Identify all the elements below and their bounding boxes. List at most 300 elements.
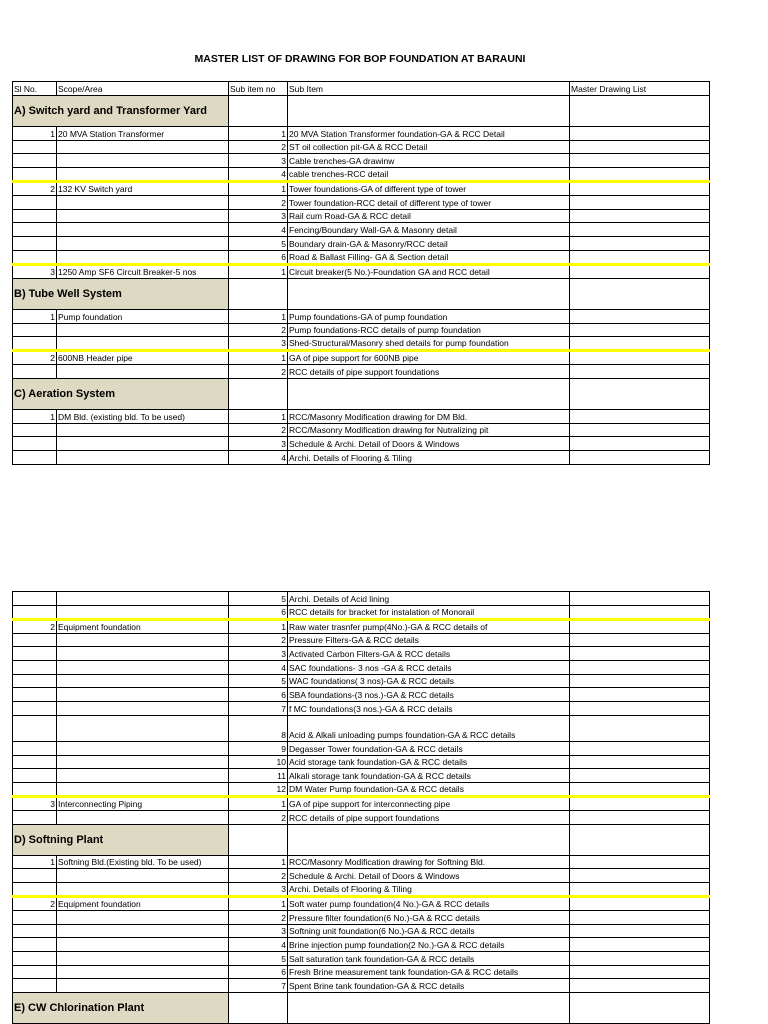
sub-item-no-cell: 6 — [229, 688, 288, 702]
sub-item-cell — [288, 993, 570, 1024]
section-row — [13, 278, 710, 309]
scope-area-cell — [57, 337, 229, 351]
sub-item-no-cell: 9 — [229, 741, 288, 755]
table-row — [13, 633, 710, 647]
master-drawing-cell — [570, 938, 710, 952]
sl-no-cell — [13, 140, 57, 154]
sub-item-cell: Activated Carbon Filters-GA & RCC details — [288, 647, 570, 661]
sub-item-no-cell: 5 — [229, 237, 288, 251]
table-row — [13, 910, 710, 924]
master-drawing-cell — [570, 365, 710, 379]
table-row — [13, 769, 710, 783]
scope-area-cell — [57, 223, 229, 237]
sl-no-cell — [13, 782, 57, 796]
sub-item-cell: SBA foundations-(3 nos.)-GA & RCC details — [288, 688, 570, 702]
table-row — [13, 351, 710, 365]
page-title: MASTER LIST OF DRAWING FOR BOP FOUNDATION AT BARAUNI — [194, 53, 526, 65]
sub-item-no-cell: 2 — [229, 633, 288, 647]
sub-item-cell: Alkali storage tank foundation-GA & RCC details — [288, 769, 570, 783]
sub-item-no-cell: 7 — [229, 702, 288, 716]
sl-no-cell — [13, 741, 57, 755]
sl-no-cell — [13, 910, 57, 924]
scope-area-cell: 600NB Header pipe — [57, 351, 229, 365]
section-title: D) Softning Plant — [13, 824, 229, 855]
master-drawing-cell — [570, 715, 710, 741]
master-drawing-cell — [570, 264, 710, 278]
scope-area-cell — [57, 715, 229, 741]
master-drawing-cell — [570, 993, 710, 1024]
scope-area-cell — [57, 168, 229, 182]
sub-item-cell: WAC foundations( 3 nos)-GA & RCC details — [288, 674, 570, 688]
scope-area-cell — [57, 661, 229, 675]
sl-no-cell — [13, 979, 57, 993]
sub-item-cell: Salt saturation tank foundation-GA & RCC details — [288, 952, 570, 966]
scope-area-cell — [57, 810, 229, 824]
master-drawing-cell — [570, 619, 710, 633]
sub-item-no-cell: 1 — [229, 619, 288, 633]
scope-area-cell: Softning Bld.(Existing bld. To be used) — [57, 855, 229, 869]
header-row — [13, 82, 710, 96]
table-row — [13, 196, 710, 210]
sub-item-no-cell: 8 — [229, 715, 288, 741]
scope-area-cell — [57, 209, 229, 223]
sub-item-cell: Shed-Structural/Masonry shed details for pump foundation — [288, 337, 570, 351]
sub-item-no-cell: 6 — [229, 250, 288, 264]
table-row — [13, 674, 710, 688]
sub-item-no-cell: 2 — [229, 910, 288, 924]
sub-item-no-cell: 4 — [229, 661, 288, 675]
master-drawing-cell — [570, 810, 710, 824]
sub-item-no-cell: 10 — [229, 755, 288, 769]
sub-item-no-cell: 2 — [229, 323, 288, 337]
sl-no-cell — [13, 592, 57, 606]
sub-item-cell — [288, 378, 570, 409]
scope-area-cell: Pump foundation — [57, 309, 229, 323]
sub-item-cell: Circuit breaker(5 No.)-Foundation GA and RCC detail — [288, 264, 570, 278]
table-row — [13, 882, 710, 896]
scope-area-cell — [57, 450, 229, 464]
scope-area-cell: 20 MVA Station Transformer — [57, 127, 229, 141]
sub-item-cell: Degasser Tower foundation-GA & RCC details — [288, 741, 570, 755]
table-row — [13, 869, 710, 883]
scope-area-cell — [57, 592, 229, 606]
sub-item-no-cell: 4 — [229, 450, 288, 464]
master-drawing-cell — [570, 423, 710, 437]
scope-area-cell — [57, 605, 229, 619]
sub-item-cell: Brine injection pump foundation(2 No.)-GA & RCC details — [288, 938, 570, 952]
sub-item-cell: Schedule & Archi. Detail of Doors & Windows — [288, 869, 570, 883]
sub-item-cell: Archi. Details of Flooring & Tiling — [288, 882, 570, 896]
table-row — [13, 409, 710, 423]
table-row — [13, 140, 710, 154]
sub-item-no-cell: 3 — [229, 647, 288, 661]
scope-area-cell — [57, 979, 229, 993]
sub-item-cell: 20 MVA Station Transformer foundation-GA & RCC Detail — [288, 127, 570, 141]
sl-no-cell: 2 — [13, 351, 57, 365]
sub-item-no-cell: 6 — [229, 605, 288, 619]
table-row — [13, 810, 710, 824]
sub-item-cell: Boundary drain-GA & Masonry/RCC detail — [288, 237, 570, 251]
scope-area-cell — [57, 237, 229, 251]
table-row — [13, 323, 710, 337]
sub-item-cell: Archi. Details of Acid lining — [288, 592, 570, 606]
sl-no-cell — [13, 450, 57, 464]
table-row — [13, 423, 710, 437]
sub-item-no-cell: 2 — [229, 869, 288, 883]
drawing-list-table-top — [12, 81, 710, 465]
table-row — [13, 938, 710, 952]
scope-area-cell — [57, 769, 229, 783]
table-row — [13, 337, 710, 351]
table-row — [13, 168, 710, 182]
sl-no-cell — [13, 965, 57, 979]
master-drawing-cell — [570, 337, 710, 351]
scope-area-cell — [57, 674, 229, 688]
sl-no-cell — [13, 196, 57, 210]
table-row — [13, 619, 710, 633]
sub-item-no-cell: 1 — [229, 351, 288, 365]
sub-item-no-cell: 1 — [229, 796, 288, 810]
sl-no-cell — [13, 952, 57, 966]
sub-item-no-cell: 1 — [229, 409, 288, 423]
sub-item-cell: Pump foundations-GA of pump foundation — [288, 309, 570, 323]
sl-no-cell — [13, 688, 57, 702]
master-drawing-cell — [570, 209, 710, 223]
master-drawing-cell — [570, 351, 710, 365]
table-row — [13, 896, 710, 910]
header-scope-area: Scope/Area — [57, 82, 229, 96]
master-drawing-cell — [570, 741, 710, 755]
table-row — [13, 365, 710, 379]
sub-item-cell: SAC foundations- 3 nos -GA & RCC details — [288, 661, 570, 675]
sub-item-cell: Road & Ballast Filling- GA & Section detail — [288, 250, 570, 264]
header-sl-no: Sl No. — [13, 82, 57, 96]
sub-item-no-cell: 3 — [229, 209, 288, 223]
sub-item-cell: Cable trenches-GA drawinw — [288, 154, 570, 168]
sub-item-no-cell: 1 — [229, 855, 288, 869]
sl-no-cell: 1 — [13, 309, 57, 323]
sub-item-cell: RCC details of pipe support foundations — [288, 365, 570, 379]
table-row — [13, 855, 710, 869]
sub-item-cell — [288, 824, 570, 855]
sub-item-no-cell: 3 — [229, 437, 288, 451]
master-drawing-cell — [570, 796, 710, 810]
sub-item-cell: RCC details of pipe support foundations — [288, 810, 570, 824]
sub-item-no-cell: 11 — [229, 769, 288, 783]
scope-area-cell — [57, 647, 229, 661]
scope-area-cell — [57, 365, 229, 379]
sub-item-cell: Softning unit foundation(6 No.)-GA & RCC details — [288, 924, 570, 938]
master-drawing-cell — [570, 965, 710, 979]
sl-no-cell — [13, 810, 57, 824]
table-row — [13, 647, 710, 661]
sl-no-cell: 3 — [13, 796, 57, 810]
master-drawing-cell — [570, 688, 710, 702]
sub-item-cell: RCC/Masonry Modification drawing for DM Bld. — [288, 409, 570, 423]
sub-item-cell: Tower foundation-RCC detail of different type of tower — [288, 196, 570, 210]
sl-no-cell — [13, 250, 57, 264]
master-drawing-cell — [570, 437, 710, 451]
master-drawing-cell — [570, 647, 710, 661]
table-row — [13, 209, 710, 223]
scope-area-cell — [57, 869, 229, 883]
scope-area-cell: 132 KV Switch yard — [57, 182, 229, 196]
sub-item-cell: Acid & Alkali unloading pumps foundation-GA & RCC details — [288, 715, 570, 741]
sl-no-cell — [13, 647, 57, 661]
table-row — [13, 796, 710, 810]
master-drawing-cell — [570, 882, 710, 896]
sub-item-cell: RCC/Masonry Modification drawing for Softning Bld. — [288, 855, 570, 869]
sub-item-cell: Schedule & Archi. Detail of Doors & Windows — [288, 437, 570, 451]
sub-item-cell: RCC details for bracket for instalation of Monorail — [288, 605, 570, 619]
table-row — [13, 223, 710, 237]
master-drawing-cell — [570, 250, 710, 264]
table-row — [13, 450, 710, 464]
master-drawing-cell — [570, 196, 710, 210]
master-drawing-cell — [570, 154, 710, 168]
sl-no-cell — [13, 168, 57, 182]
sub-item-cell: Acid storage tank foundation-GA & RCC details — [288, 755, 570, 769]
table-row — [13, 182, 710, 196]
sub-item-no-cell: 6 — [229, 965, 288, 979]
sl-no-cell — [13, 769, 57, 783]
sl-no-cell — [13, 437, 57, 451]
sl-no-cell — [13, 154, 57, 168]
master-drawing-cell — [570, 378, 710, 409]
table-row — [13, 661, 710, 675]
scope-area-cell — [57, 633, 229, 647]
sl-no-cell: 3 — [13, 264, 57, 278]
table-row — [13, 952, 710, 966]
sl-no-cell — [13, 882, 57, 896]
sub-item-no-cell: 7 — [229, 979, 288, 993]
sub-item-no-cell: 3 — [229, 882, 288, 896]
table-row — [13, 715, 710, 741]
scope-area-cell — [57, 423, 229, 437]
sub-item-no-cell: 1 — [229, 127, 288, 141]
master-drawing-cell — [570, 127, 710, 141]
scope-area-cell — [57, 910, 229, 924]
scope-area-cell — [57, 688, 229, 702]
sub-item-no-cell: 4 — [229, 223, 288, 237]
master-drawing-cell — [570, 182, 710, 196]
sub-item-cell: Raw water trasnfer pump(4No.)-GA & RCC details of — [288, 619, 570, 633]
sl-no-cell: 2 — [13, 619, 57, 633]
sl-no-cell — [13, 423, 57, 437]
sl-no-cell — [13, 237, 57, 251]
master-drawing-cell — [570, 769, 710, 783]
master-drawing-cell — [570, 952, 710, 966]
table-row — [13, 688, 710, 702]
sub-item-no-cell: 3 — [229, 924, 288, 938]
master-drawing-cell — [570, 450, 710, 464]
sub-item-cell: Tower foundations-GA of different type of tower — [288, 182, 570, 196]
table-row — [13, 437, 710, 451]
sub-item-no-cell: 4 — [229, 168, 288, 182]
sub-item-no-cell: 2 — [229, 810, 288, 824]
sub-item-cell: Spent Brine tank foundation-GA & RCC details — [288, 979, 570, 993]
sub-item-cell: Rail cum Road-GA & RCC detail — [288, 209, 570, 223]
table-row — [13, 127, 710, 141]
sl-no-cell — [13, 661, 57, 675]
table-row — [13, 237, 710, 251]
sub-item-no-cell — [229, 378, 288, 409]
sub-item-cell: GA of pipe support for interconnecting pipe — [288, 796, 570, 810]
sub-item-cell: cable trenches-RCC detail — [288, 168, 570, 182]
master-drawing-cell — [570, 237, 710, 251]
table-row — [13, 755, 710, 769]
sl-no-cell — [13, 223, 57, 237]
master-drawing-cell — [570, 140, 710, 154]
master-drawing-cell — [570, 910, 710, 924]
master-drawing-cell — [570, 869, 710, 883]
master-drawing-cell — [570, 661, 710, 675]
sub-item-cell: f MC foundations(3 nos.)-GA & RCC details — [288, 702, 570, 716]
scope-area-cell — [57, 702, 229, 716]
master-drawing-cell — [570, 223, 710, 237]
scope-area-cell: 1250 Amp SF6 Circuit Breaker-5 nos — [57, 264, 229, 278]
header-sub-item: Sub Item — [288, 82, 570, 96]
sub-item-no-cell: 1 — [229, 309, 288, 323]
header-master-drawing-list: Master Drawing List — [570, 82, 710, 96]
sub-item-no-cell: 3 — [229, 337, 288, 351]
sl-no-cell — [13, 715, 57, 741]
sl-no-cell — [13, 674, 57, 688]
sub-item-cell: ST oil collection pit-GA & RCC Detail — [288, 140, 570, 154]
sub-item-no-cell: 3 — [229, 154, 288, 168]
section-title: B) Tube Well System — [13, 278, 229, 309]
sub-item-no-cell: 1 — [229, 896, 288, 910]
sl-no-cell — [13, 633, 57, 647]
sl-no-cell: 1 — [13, 409, 57, 423]
master-drawing-cell — [570, 702, 710, 716]
table-row — [13, 250, 710, 264]
table-row — [13, 702, 710, 716]
sub-item-no-cell: 1 — [229, 182, 288, 196]
sub-item-no-cell: 2 — [229, 140, 288, 154]
scope-area-cell — [57, 755, 229, 769]
sub-item-cell: Pump foundations-RCC details of pump foundation — [288, 323, 570, 337]
sl-no-cell — [13, 938, 57, 952]
master-drawing-cell — [570, 592, 710, 606]
scope-area-cell — [57, 196, 229, 210]
table-row — [13, 979, 710, 993]
sub-item-cell: GA of pipe support for 600NB pipe — [288, 351, 570, 365]
sl-no-cell — [13, 755, 57, 769]
scope-area-cell — [57, 924, 229, 938]
section-title: A) Switch yard and Transformer Yard — [13, 96, 229, 127]
master-drawing-cell — [570, 96, 710, 127]
sl-no-cell: 2 — [13, 182, 57, 196]
master-drawing-cell — [570, 924, 710, 938]
table-row — [13, 782, 710, 796]
table-row — [13, 264, 710, 278]
sub-item-no-cell: 5 — [229, 592, 288, 606]
master-drawing-cell — [570, 309, 710, 323]
sl-no-cell — [13, 869, 57, 883]
scope-area-cell — [57, 782, 229, 796]
scope-area-cell — [57, 741, 229, 755]
scope-area-cell: Interconnecting Piping — [57, 796, 229, 810]
section-row — [13, 378, 710, 409]
sl-no-cell: 1 — [13, 855, 57, 869]
scope-area-cell — [57, 250, 229, 264]
scope-area-cell — [57, 938, 229, 952]
master-drawing-cell — [570, 824, 710, 855]
master-drawing-cell — [570, 168, 710, 182]
sub-item-no-cell: 4 — [229, 938, 288, 952]
table-row — [13, 924, 710, 938]
section-row — [13, 993, 710, 1024]
section-title: E) CW Chlorination Plant — [13, 993, 229, 1024]
sub-item-cell: Archi. Details of Flooring & Tiling — [288, 450, 570, 464]
scope-area-cell: DM Bld. (existing bld. To be used) — [57, 409, 229, 423]
drawing-list-table-bottom — [12, 591, 710, 1024]
sl-no-cell — [13, 337, 57, 351]
section-row — [13, 96, 710, 127]
master-drawing-cell — [570, 782, 710, 796]
master-drawing-cell — [570, 605, 710, 619]
sl-no-cell — [13, 209, 57, 223]
scope-area-cell — [57, 965, 229, 979]
table-row — [13, 965, 710, 979]
section-row — [13, 824, 710, 855]
sub-item-cell: Soft water pump foundation(4 No.)-GA & RCC details — [288, 896, 570, 910]
table-row — [13, 605, 710, 619]
sub-item-cell: RCC/Masonry Modification drawing for Nutralizing pit — [288, 423, 570, 437]
sub-item-cell: Fencing/Boundary Wall-GA & Masonry detail — [288, 223, 570, 237]
sub-item-cell — [288, 96, 570, 127]
sl-no-cell — [13, 323, 57, 337]
table-row — [13, 154, 710, 168]
sl-no-cell — [13, 605, 57, 619]
scope-area-cell: Equipment foundation — [57, 896, 229, 910]
sl-no-cell — [13, 702, 57, 716]
sub-item-no-cell — [229, 993, 288, 1024]
table-row — [13, 309, 710, 323]
scope-area-cell — [57, 437, 229, 451]
master-drawing-cell — [570, 896, 710, 910]
table-row — [13, 592, 710, 606]
scope-area-cell — [57, 882, 229, 896]
sl-no-cell — [13, 924, 57, 938]
sub-item-no-cell — [229, 96, 288, 127]
sub-item-cell — [288, 278, 570, 309]
master-drawing-cell — [570, 278, 710, 309]
sub-item-no-cell: 5 — [229, 952, 288, 966]
sub-item-cell: Pressure filter foundation(6 No.)-GA & RCC details — [288, 910, 570, 924]
sub-item-cell: DM Water Pump foundation-GA & RCC details — [288, 782, 570, 796]
master-drawing-cell — [570, 633, 710, 647]
sub-item-no-cell: 2 — [229, 423, 288, 437]
master-drawing-cell — [570, 323, 710, 337]
scope-area-cell — [57, 952, 229, 966]
master-drawing-cell — [570, 855, 710, 869]
scope-area-cell — [57, 323, 229, 337]
sub-item-cell: Pressure Filters-GA & RCC details — [288, 633, 570, 647]
scope-area-cell — [57, 140, 229, 154]
scope-area-cell — [57, 154, 229, 168]
sl-no-cell: 1 — [13, 127, 57, 141]
sub-item-no-cell: 2 — [229, 196, 288, 210]
sub-item-cell: Fresh Brine measurement tank foundation-GA & RCC details — [288, 965, 570, 979]
sl-no-cell — [13, 365, 57, 379]
sub-item-no-cell: 2 — [229, 365, 288, 379]
master-drawing-cell — [570, 409, 710, 423]
scope-area-cell: Equipment foundation — [57, 619, 229, 633]
sub-item-no-cell: 5 — [229, 674, 288, 688]
sub-item-no-cell: 12 — [229, 782, 288, 796]
